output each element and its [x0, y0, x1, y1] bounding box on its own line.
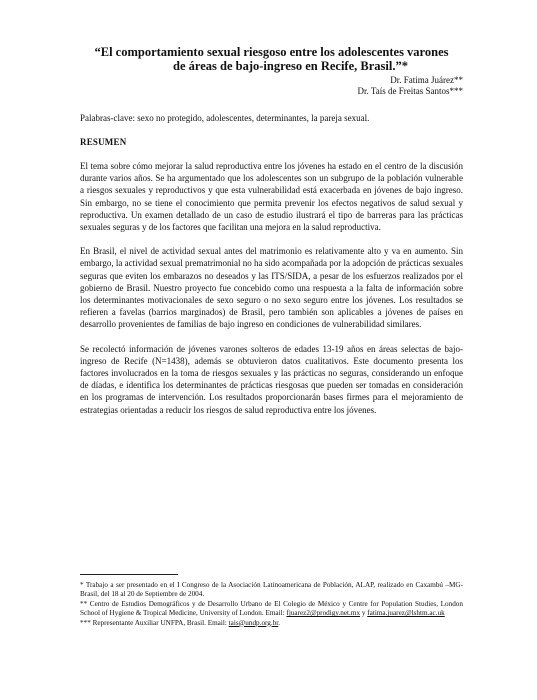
abstract-paragraph-1: El tema sobre cómo mejorar la salud reproductiva entre los jóvenes ha estado en el centro de la discusión durante varios años. Se ha argumentado que los adolescentes son un subgrupo de la población vulnerable a riesgos sexuales y reproductivos y que esta vulnerabilidad está exacerbada en jóvenes de bajo ingreso. Sin embargo, no se tiene el conocimiento que permita prevenir los efectos negativos de salud sexual y reproductiva. Un examen detallado de un caso de estudio ilustrará el tipo de barreras para las prácticas sexuales seguras y de los factores que facilitan una mejora en la salud reproductiva.: [80, 161, 463, 233]
footnote-1: * Trabajo a ser presentado en el I Congreso de la Asociación Latinoamericana de Población, ALAP, realizado en Caxambú –MG- Brasil, del 18 al 20 de Septiembre de 2004.: [80, 581, 463, 599]
footnotes: [80, 574, 463, 628]
footnote-3-text: *** Representante Auxiliar UNFPA, Brasil. Email:: [80, 618, 229, 627]
email-link-3[interactable]: tais@undp.org.br: [228, 618, 279, 627]
footnote-2-separator: y: [360, 609, 368, 618]
title-line-1: “El comportamiento sexual riesgoso entre los adolescentes varones: [94, 45, 449, 59]
footnote-3-end: .: [278, 618, 281, 627]
document-body: [80, 45, 463, 416]
keywords-text: sexo no protegido, adolescentes, determinantes, la pareja sexual.: [134, 113, 370, 123]
footnote-divider: [80, 574, 178, 575]
footnote-3: [80, 619, 463, 628]
author-list: [80, 75, 463, 97]
abstract-paragraph-2: En Brasil, el nivel de actividad sexual antes del matrimonio es relativamente alto y va en aumento. Sin embargo, la actividad sexual prematrimonial no ha sido acompañada por la adopción de prácticas sexuales seguras que eviten los embarazos no deseados y las ITS/SIDA, a pesar de los esfuerzos realizados por el gobierno de Brasil. Nuestro proyecto fue concebido como una respuesta a la falta de información sobre los determinantes motivacionales de sexo seguro o no sexo seguro entre los jóvenes. Los resultados se refieren a favelas (barrios marginados) de Brasil, pero también son aplicables a jóvenes de países en desarrollo provenientes de familias de bajo ingreso en condiciones de vulnerabilidad similares.: [80, 246, 463, 330]
title-line-2: de áreas de bajo-ingreso en Recife, Brasil.”*: [173, 59, 408, 73]
abstract-paragraph-3: Se recolectó información de jóvenes varones solteros de edades 13-19 años en áreas selectas de bajo-ingreso de Recife (N=1438), además se obtuvieron datos cualitativos. Este documento presenta los factores involucrados en la toma de riesgos sexuales y las prácticas no seguras, considerando un enfoque de díadas, e identifica los determinantes de prácticas riesgosas que pueden ser tomadas en consideración en los programas de intervención. Los resultados proporcionarán bases firmes para el mejoramiento de estrategias orientadas a reducir los riesgos de salud reproductiva entre los jóvenes.: [80, 343, 463, 415]
keywords-label: Palabras-clave:: [80, 113, 135, 123]
footnote-2: [80, 600, 463, 619]
email-link-2[interactable]: fatima.juarez@lshtm.ac.uk: [367, 609, 445, 618]
author-2: Dr. Taís de Freitas Santos***: [357, 86, 463, 96]
section-heading: RESUMEN: [80, 137, 127, 147]
keywords: [80, 112, 463, 124]
author-1: Dr. Fatima Juárez**: [390, 75, 463, 85]
footnote-2-text: ** Centro de Estudios Demográficos y de Desarrollo Urbano de El Colegio de México y Centre for Population Studies, London School of Hygiene & Tropical Medicine, University of London. Email:: [80, 599, 463, 618]
email-link-1[interactable]: fjuarez2@prodigy.net.mx: [286, 609, 361, 618]
paper-title: [80, 45, 463, 73]
